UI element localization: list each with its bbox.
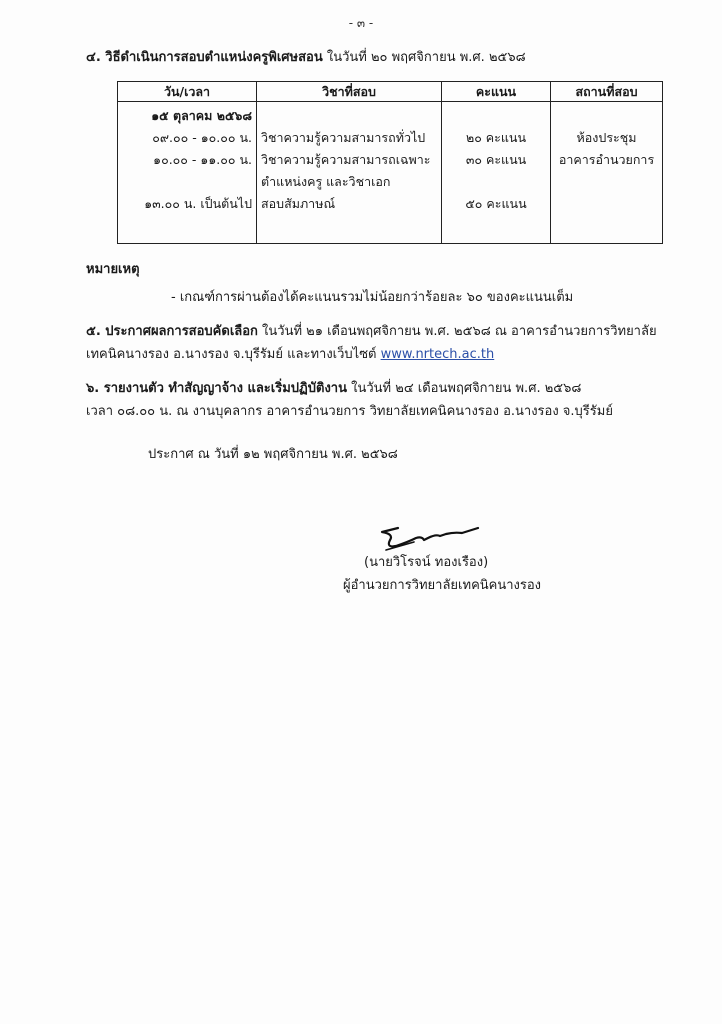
- datetime-cell: [118, 102, 257, 244]
- venue-line-1: ห้องประชุม: [576, 130, 637, 145]
- section5-line-1: [86, 323, 657, 341]
- subject-2: วิชาความรู้ความสามารถเฉพาะ: [261, 152, 431, 167]
- website-link[interactable]: www.nrtech.ac.th: [380, 347, 495, 362]
- section5-line-2: [86, 346, 494, 364]
- venue-line-2: อาคารอำนวยการ: [558, 152, 655, 167]
- section6-line-1: [86, 380, 581, 398]
- score-cell: [442, 102, 551, 244]
- time-slot-1: ๐๙.๐๐ - ๑๐.๐๐ น.: [152, 130, 252, 145]
- section5-heading: ๕. ประกาศผลการสอบคัดเลือก: [86, 324, 258, 339]
- subject-cell: [257, 102, 442, 244]
- exam-schedule-table: [117, 81, 663, 244]
- time-slot-2: ๑๐.๐๐ - ๑๑.๐๐ น.: [153, 152, 252, 167]
- score-1: ๒๐ คะแนน: [465, 130, 527, 145]
- section6-line-1-text: ในวันที่ ๒๔ เดือนพฤศจิกายน พ.ศ. ๒๕๖๘: [347, 381, 582, 396]
- remark-text: - เกณฑ์การผ่านต้องได้คะแนนรวมไม่น้อยกว่าร้อยละ ๖๐ ของคะแนนเต็ม: [171, 290, 574, 305]
- venue-cell: [551, 102, 663, 244]
- remark-title: หมายเหตุ: [86, 262, 140, 277]
- section4-heading: ๔. วิธีดำเนินการสอบตำแหน่งครูพิเศษสอน: [86, 50, 323, 65]
- section6-heading: ๖. รายงานตัว ทำสัญญาจ้าง และเริ่มปฏิบัติงาน: [86, 381, 347, 396]
- subject-2-continued: ตำแหน่งครู และวิชาเอก: [261, 174, 391, 189]
- table-header-row: [118, 82, 663, 102]
- subject-1: วิชาความรู้ความสามารถทั่วไป: [261, 130, 426, 145]
- subject-3: สอบสัมภาษณ์: [261, 196, 336, 211]
- section5-line-2-text: เทคนิคนางรอง อ.นางรอง จ.บุรีรัมย์ และทางเว็บไซต์: [86, 347, 381, 362]
- table-row: [118, 102, 663, 244]
- section6-line-2: เวลา ๐๘.๐๐ น. ณ งานบุคลากร อาคารอำนวยการ วิทยาลัยเทคนิคนางรอง อ.นางรอง จ.บุรีรัมย์: [86, 404, 613, 419]
- header-venue: สถานที่สอบ: [551, 82, 663, 102]
- signer-position: ผู้อำนวยการวิทยาลัยเทคนิคนางรอง: [343, 578, 542, 593]
- section4-date: ในวันที่ ๒๐ พฤศจิกายน พ.ศ. ๒๕๖๘: [322, 50, 526, 65]
- score-2: ๓๐ คะแนน: [465, 152, 527, 167]
- header-subject: วิชาที่สอบ: [257, 82, 442, 102]
- header-datetime: วัน/เวลา: [118, 82, 257, 102]
- exam-date: ๑๕ ตุลาคม ๒๕๖๘: [151, 108, 252, 123]
- page-number: - ๓ -: [348, 16, 374, 30]
- section4-heading-line: [86, 49, 526, 67]
- section5-line-1-text: ในวันที่ ๒๑ เดือนพฤศจิกายน พ.ศ. ๒๕๖๘ ณ อาคารอำนวยการวิทยาลัย: [257, 324, 657, 339]
- score-3: ๕๐ คะแนน: [465, 196, 527, 211]
- header-score: คะแนน: [442, 82, 551, 102]
- announce-date: ประกาศ ณ วันที่ ๑๒ พฤศจิกายน พ.ศ. ๒๕๖๘: [148, 447, 398, 462]
- time-slot-3: ๑๓.๐๐ น. เป็นต้นไป: [144, 196, 252, 211]
- signer-name: (นายวิโรจน์ ทองเรือง): [364, 555, 489, 570]
